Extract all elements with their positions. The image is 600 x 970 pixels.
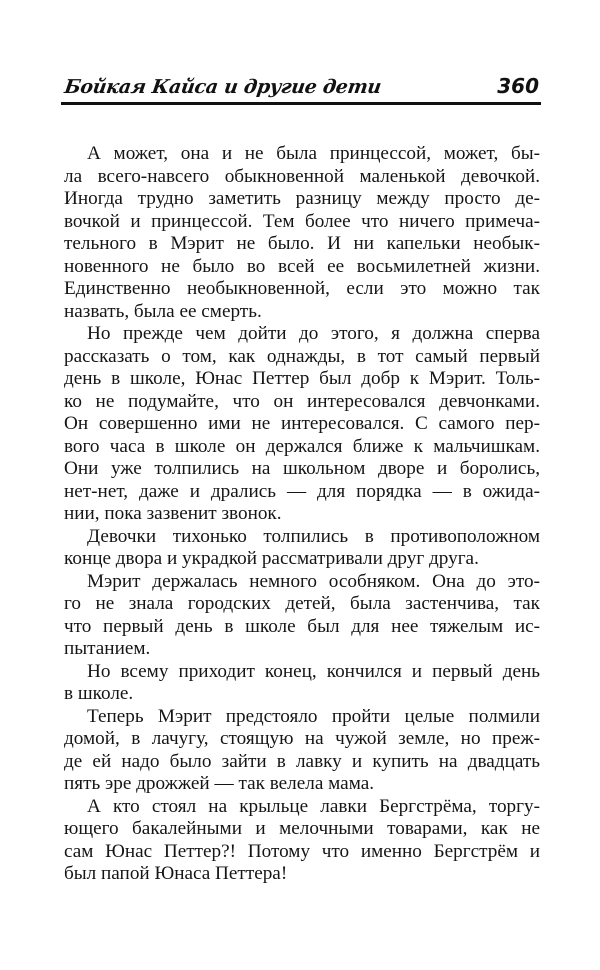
text-line: был папой Юнаса Петтера!: [64, 863, 288, 884]
text-line: нии, пока зазвенит звонок.: [64, 503, 282, 524]
text-line: рассказать о том, как однажды, в тот самый первый: [64, 345, 540, 367]
text-line: вого часа в школе он держался ближе к мальчишкам.: [64, 435, 540, 457]
text-line: Он совершенно ими не интересовался. С самого пер-: [64, 413, 540, 434]
text-line: Единственно необыкновенной, если это можно так: [64, 278, 540, 299]
body-text: [64, 143, 540, 886]
text-line: домой, в лачугу, стоящую на чужой земле, но преж-: [64, 728, 540, 749]
text-line: конце двора и украдкой рассматривали друг друга.: [64, 548, 479, 569]
paragraph: [64, 143, 540, 323]
running-title: Бойкая Кайса и другие дети: [63, 76, 383, 98]
text-line: сам Юнас Петтер?! Потому что именно Бергстрём и: [64, 840, 540, 862]
text-line: Но всему приходит конец, кончился и первый день: [87, 660, 540, 682]
text-line: в школе.: [64, 683, 134, 704]
text-line: А может, она и не была принцессой, может, бы-: [87, 143, 540, 164]
text-line: Но прежде чем дойти до этого, я должна сперва: [87, 323, 540, 344]
text-line: го не знала городских детей, была застенчива, так: [64, 593, 540, 614]
paragraph: [64, 571, 540, 661]
page-number: 360: [497, 74, 539, 98]
page-header: [61, 72, 541, 105]
text-line: А кто стоял на крыльце лавки Бергстрёма, торгу-: [87, 795, 540, 817]
text-line: тельного в Мэрит не было. И ни капельки необык-: [64, 233, 540, 254]
text-line: ко не подумайте, что он интересовался девчонками.: [64, 390, 540, 412]
text-line: пытанием.: [64, 638, 151, 659]
paragraph: [64, 661, 540, 706]
text-line: нет-нет, даже и дрались — для порядка — в ожида-: [64, 480, 540, 502]
text-line: пять эре дрожжей — так велела мама.: [64, 773, 375, 794]
text-line: вочкой и принцессой. Тем более что ничего примеча-: [64, 210, 540, 232]
text-line: де ей надо было зайти в лавку и купить на двадцать: [64, 750, 540, 772]
paragraph: [64, 796, 540, 886]
text-line: день в школе, Юнас Петтер был добр к Мэрит. Толь-: [64, 368, 540, 389]
text-line: Теперь Мэрит предстояло пройти целые полмили: [87, 705, 540, 727]
text-line: Девочки тихонько толпились в противоположном: [87, 525, 540, 547]
text-line: Они уже толпились на школьном дворе и боролись,: [64, 458, 540, 479]
paragraph: [64, 706, 540, 796]
paragraph: [64, 323, 540, 526]
text-line: что первый день в школе был для нее тяжелым ис-: [64, 615, 540, 637]
text-line: Иногда трудно заметить разницу между просто де-: [64, 188, 540, 209]
text-line: назвать, была ее смерть.: [64, 300, 262, 322]
text-line: ющего бакалейными и мелочными товарами, как не: [64, 818, 540, 839]
text-line: Мэрит держалась немного особняком. Она до это-: [87, 570, 540, 592]
paragraph: [64, 526, 540, 571]
text-line: новенного не было во всей ее восьмилетней жизни.: [64, 255, 540, 277]
text-line: ла всего-навсего обыкновенной маленькой девочкой.: [64, 165, 540, 187]
